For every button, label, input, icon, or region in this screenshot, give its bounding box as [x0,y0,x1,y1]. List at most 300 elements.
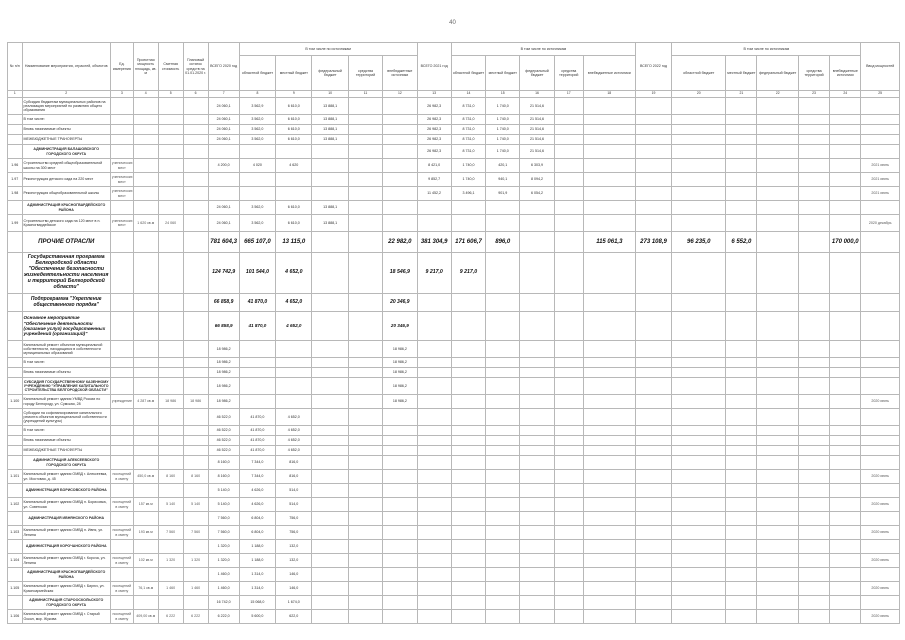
row-value [583,115,635,125]
row-cost [158,159,183,173]
row-value [486,610,520,624]
row-value [583,98,635,115]
row-commissioning [861,98,900,115]
row-value [451,378,485,395]
row-capacity: 450,0 кв.м [133,470,158,484]
table-header [8,43,900,98]
row-value [348,115,382,125]
row-name: Субсидия бюджетам муниципальных районов на реализацию мероприятий по развитию общего образования [22,98,110,115]
row-number [8,358,23,368]
row-value [451,526,485,540]
row-value [520,526,554,540]
row-value: 13 888,1 [312,98,348,115]
row-value: 8 731,0 [451,125,485,135]
row-value: 24 060,1 [208,215,239,232]
row-value: 6 610,0 [276,135,312,145]
row-value [583,484,635,498]
row-commissioning [861,368,900,378]
row-value [672,426,726,436]
row-value [383,173,417,187]
row-value [583,378,635,395]
row-value [583,426,635,436]
row-name: Строительство детского сада на 120 мест в п. Красногвардейское [22,215,110,232]
row-value: 18 986,2 [208,341,239,358]
row-value [830,456,861,470]
row-value [348,135,382,145]
row-balance [183,540,208,554]
column-number: 3 [110,91,133,98]
row-value [348,125,382,135]
row-value [672,145,726,159]
row-value [312,554,348,568]
row-unit: посещений в смену [110,526,133,540]
table-row [8,526,900,540]
row-cost: 24 060 [158,215,183,232]
row-capacity [133,341,158,358]
row-number [8,125,23,135]
row-value [208,187,239,201]
row-value: 26 982,3 [417,115,451,125]
row-value [757,358,799,368]
row-value [583,526,635,540]
row-value [672,526,726,540]
row-unit: ученических мест [110,187,133,201]
row-value [635,409,671,426]
row-value [672,436,726,446]
column-number: 14 [451,91,485,98]
row-value [312,368,348,378]
program-row [8,294,900,312]
row-name: Капитальный ремонт здания ОМВД г. Старый Оскол, мкр. Жукова [22,610,110,624]
row-value [486,596,520,610]
row-commissioning [861,426,900,436]
row-value [554,610,583,624]
total-cell [348,232,382,253]
row-unit: учреждение [110,395,133,409]
row-value [798,526,829,540]
row-value [417,498,451,512]
row-cost [158,368,183,378]
row-cost [158,409,183,426]
row-value: 1 460,0 [208,568,239,582]
row-value [798,98,829,115]
row-value [583,456,635,470]
row-value [726,125,757,135]
row-capacity [133,115,158,125]
row-value [635,159,671,173]
row-value [312,159,348,173]
row-capacity: 4 287 кв.м [133,395,158,409]
row-value [451,512,485,526]
row-value: 1 320,0 [208,540,239,554]
row-value [726,135,757,145]
program-value [726,312,757,341]
row-value [757,115,799,125]
row-name: Капитальный ремонт здания ОМВД г. Короча, ул. Ленина [22,554,110,568]
row-value [312,446,348,456]
row-commissioning [861,512,900,526]
row-capacity [133,358,158,368]
row-value [554,187,583,201]
row-number [8,253,23,294]
row-number [8,409,23,426]
header-col-4: Проектная мощность площадь, кв. м [133,43,158,91]
row-cost: 7 560 [158,526,183,540]
row-value [486,554,520,568]
row-value [520,484,554,498]
row-name: Вновь начинаемые объекты [22,368,110,378]
row-value [726,554,757,568]
program-value: 4 652,0 [276,294,312,312]
program-value [520,312,554,341]
program-value [417,294,451,312]
row-value [830,358,861,368]
row-balance [183,378,208,395]
row-value [635,540,671,554]
row-value [348,610,382,624]
row-value [348,498,382,512]
program-value: 9 217,0 [451,253,485,294]
row-value [583,159,635,173]
empty-cell [861,253,900,294]
row-value [830,409,861,426]
row-value [554,135,583,145]
row-value [798,596,829,610]
row-value [554,125,583,135]
row-value [726,201,757,215]
header-row-groups [8,43,900,56]
row-capacity [133,98,158,115]
row-unit [110,98,133,115]
row-commissioning: 2020 июнь [861,526,900,540]
empty-cell [133,312,158,341]
row-commissioning [861,596,900,610]
row-value [830,145,861,159]
row-value [417,426,451,436]
program-value: 101 544,0 [239,253,275,294]
table-row [8,554,900,568]
program-value [312,312,348,341]
program-value [554,253,583,294]
row-value [486,358,520,368]
row-value [348,526,382,540]
row-value [208,145,239,159]
row-value [348,540,382,554]
row-value [798,409,829,426]
row-balance [183,512,208,526]
row-capacity: 409,00 кв.м [133,610,158,624]
row-capacity [133,187,158,201]
row-value: 7 560,0 [208,526,239,540]
empty-cell [133,253,158,294]
row-value [672,456,726,470]
row-value [451,201,485,215]
row-value [635,173,671,187]
row-value [583,568,635,582]
row-value [451,610,485,624]
row-name: В том числе: [22,115,110,125]
row-value [635,596,671,610]
program-value: 4 652,0 [276,253,312,294]
row-value [554,498,583,512]
row-value: 4 652,0 [276,436,312,446]
row-value: 1 314,0 [239,582,275,596]
row-value [672,98,726,115]
row-number [8,540,23,554]
row-value [383,512,417,526]
row-value [798,368,829,378]
row-value: 7 344,0 [239,456,275,470]
row-value: 21 514,6 [520,135,554,145]
row-value [486,426,520,436]
column-number: 7 [208,91,239,98]
row-number [8,568,23,582]
row-capacity: 102 кв.м [133,554,158,568]
row-balance [183,135,208,145]
row-value [757,135,799,145]
row-value: 4 020 [239,159,275,173]
row-value: 3 562,0 [239,125,275,135]
row-value: 1 674,0 [276,596,312,610]
row-value [672,215,726,232]
column-number: 2 [22,91,110,98]
row-value [798,125,829,135]
column-number: 13 [417,91,451,98]
row-value [726,115,757,125]
row-cost: 1 460 [158,582,183,596]
row-value [383,540,417,554]
row-value [672,582,726,596]
row-capacity [133,446,158,456]
row-value [672,395,726,409]
row-value [451,446,485,456]
row-value [417,368,451,378]
row-value [726,568,757,582]
row-name: МЕЖБЮДЖЕТНЫЕ ТРАНСФЕРТЫ [22,446,110,456]
row-cost: 18 986 [158,395,183,409]
row-unit [110,358,133,368]
row-commissioning: 2021 июнь [861,173,900,187]
row-value [726,596,757,610]
row-number [8,446,23,456]
row-value [520,540,554,554]
row-value [520,215,554,232]
row-value [383,426,417,436]
row-value [635,98,671,115]
row-value [830,540,861,554]
row-number: 1.104 [8,554,23,568]
row-value [348,426,382,436]
row-value [417,568,451,582]
row-value [486,215,520,232]
program-value: 9 217,0 [417,253,451,294]
row-unit [110,484,133,498]
row-value [726,187,757,201]
row-value [520,498,554,512]
row-value [348,98,382,115]
row-value [583,582,635,596]
row-value [583,368,635,378]
row-value: 8 731,0 [451,145,485,159]
row-name: Реконструкция общеобразовательной школы [22,187,110,201]
program-value [757,253,799,294]
row-value [348,554,382,568]
row-value [635,426,671,436]
row-number: 1.98 [8,187,23,201]
total-cell: 170 000,0 [830,232,861,253]
row-capacity: 157 кв.м [133,498,158,512]
row-value: 18 986,2 [383,341,417,358]
row-cost: 6 222 [158,610,183,624]
row-value [312,409,348,426]
row-value: 7 560,0 [208,512,239,526]
row-value [672,125,726,135]
row-value: 21 514,6 [520,115,554,125]
row-cost: 1 320 [158,554,183,568]
program-row [8,312,900,341]
header-group-2022: В том числе по источникам [672,43,861,56]
row-value [417,470,451,484]
row-value [383,159,417,173]
row-value [672,446,726,456]
row-capacity [133,201,158,215]
row-value [583,498,635,512]
row-balance: 7 560 [183,526,208,540]
row-balance [183,446,208,456]
row-value: 756,0 [276,512,312,526]
row-commissioning [861,409,900,426]
empty-cell [110,312,133,341]
program-value [798,294,829,312]
row-value: 816,0 [276,456,312,470]
row-capacity [133,436,158,446]
row-name: АДМИНИСТРАЦИЯ БАЛАШОВСКОГО ГОРОДСКОГО ОКРУГА [22,145,110,159]
row-number [8,341,23,358]
row-value [383,484,417,498]
row-value [312,358,348,368]
row-capacity [133,378,158,395]
row-value [672,470,726,484]
row-value [757,201,799,215]
row-value: 24 060,1 [208,135,239,145]
row-commissioning: 2020 июнь [861,395,900,409]
row-value [417,512,451,526]
row-number [8,378,23,395]
row-balance [183,187,208,201]
program-value: 20 346,9 [383,312,417,341]
row-balance [183,568,208,582]
header-col-22: федеральный бюджет [757,56,799,91]
table-row [8,426,900,436]
row-value [757,395,799,409]
row-value [583,446,635,456]
row-value [276,358,312,368]
program-value [486,312,520,341]
header-col-25: Ввод мощностей [861,43,900,91]
row-value: 6 610,0 [276,115,312,125]
header-col-24: внебюджетные источники [830,56,861,91]
row-unit [110,540,133,554]
row-value [635,215,671,232]
row-value: 5 140,0 [208,498,239,512]
row-value [383,187,417,201]
row-value [798,145,829,159]
row-value [520,470,554,484]
row-value [757,436,799,446]
row-value [726,358,757,368]
column-number: 20 [672,91,726,98]
row-value [520,409,554,426]
row-name: Реконструкция детского сада на 220 мест [22,173,110,187]
row-unit [110,378,133,395]
row-value [383,456,417,470]
row-value [554,456,583,470]
row-value [451,498,485,512]
row-cost [158,436,183,446]
table-row [8,201,900,215]
row-name: Капитальный ремонт здания ОМВД п. Ивня, ул. Ленина [22,526,110,540]
row-value [486,498,520,512]
row-value [798,201,829,215]
row-value: 6 610,0 [276,201,312,215]
row-balance: 18 986 [183,395,208,409]
row-value: 8 731,0 [451,135,485,145]
row-name: АДМИНИСТРАЦИЯ КРАСНОГВАРДЕЙСКОГО РАЙОНА [22,568,110,582]
row-balance [183,484,208,498]
row-value: 3 562,9 [239,98,275,115]
row-value: 13 888,1 [312,115,348,125]
total-cell: 22 982,0 [383,232,417,253]
row-balance [183,368,208,378]
row-value [417,341,451,358]
table-row [8,98,900,115]
row-commissioning [861,135,900,145]
row-value [312,436,348,446]
row-value [417,378,451,395]
row-value: 21 514,6 [520,98,554,115]
row-balance [183,173,208,187]
row-value [672,409,726,426]
row-value [672,341,726,358]
column-number: 15 [486,91,520,98]
row-value [417,484,451,498]
program-value [486,294,520,312]
row-commissioning: 2021 июнь [861,159,900,173]
row-value: 21 514,6 [520,145,554,159]
row-value: 132,0 [276,554,312,568]
program-value [583,253,635,294]
row-commissioning: 2020 июнь [861,610,900,624]
row-value: 4 652,0 [276,409,312,426]
row-capacity [133,409,158,426]
row-value [635,610,671,624]
row-balance [183,125,208,135]
row-value [554,426,583,436]
row-value [520,456,554,470]
row-value: 26 982,3 [417,135,451,145]
total-cell: 13 115,0 [276,232,312,253]
row-number: 1.100 [8,395,23,409]
row-value: 24 060,1 [208,125,239,135]
row-value [417,456,451,470]
column-number: 16 [520,91,554,98]
row-value [726,512,757,526]
row-value: 4 626,0 [239,484,275,498]
row-value [486,341,520,358]
row-value [635,145,671,159]
row-value: 6 054,2 [520,187,554,201]
header-col-23: средства территорий [798,56,829,91]
